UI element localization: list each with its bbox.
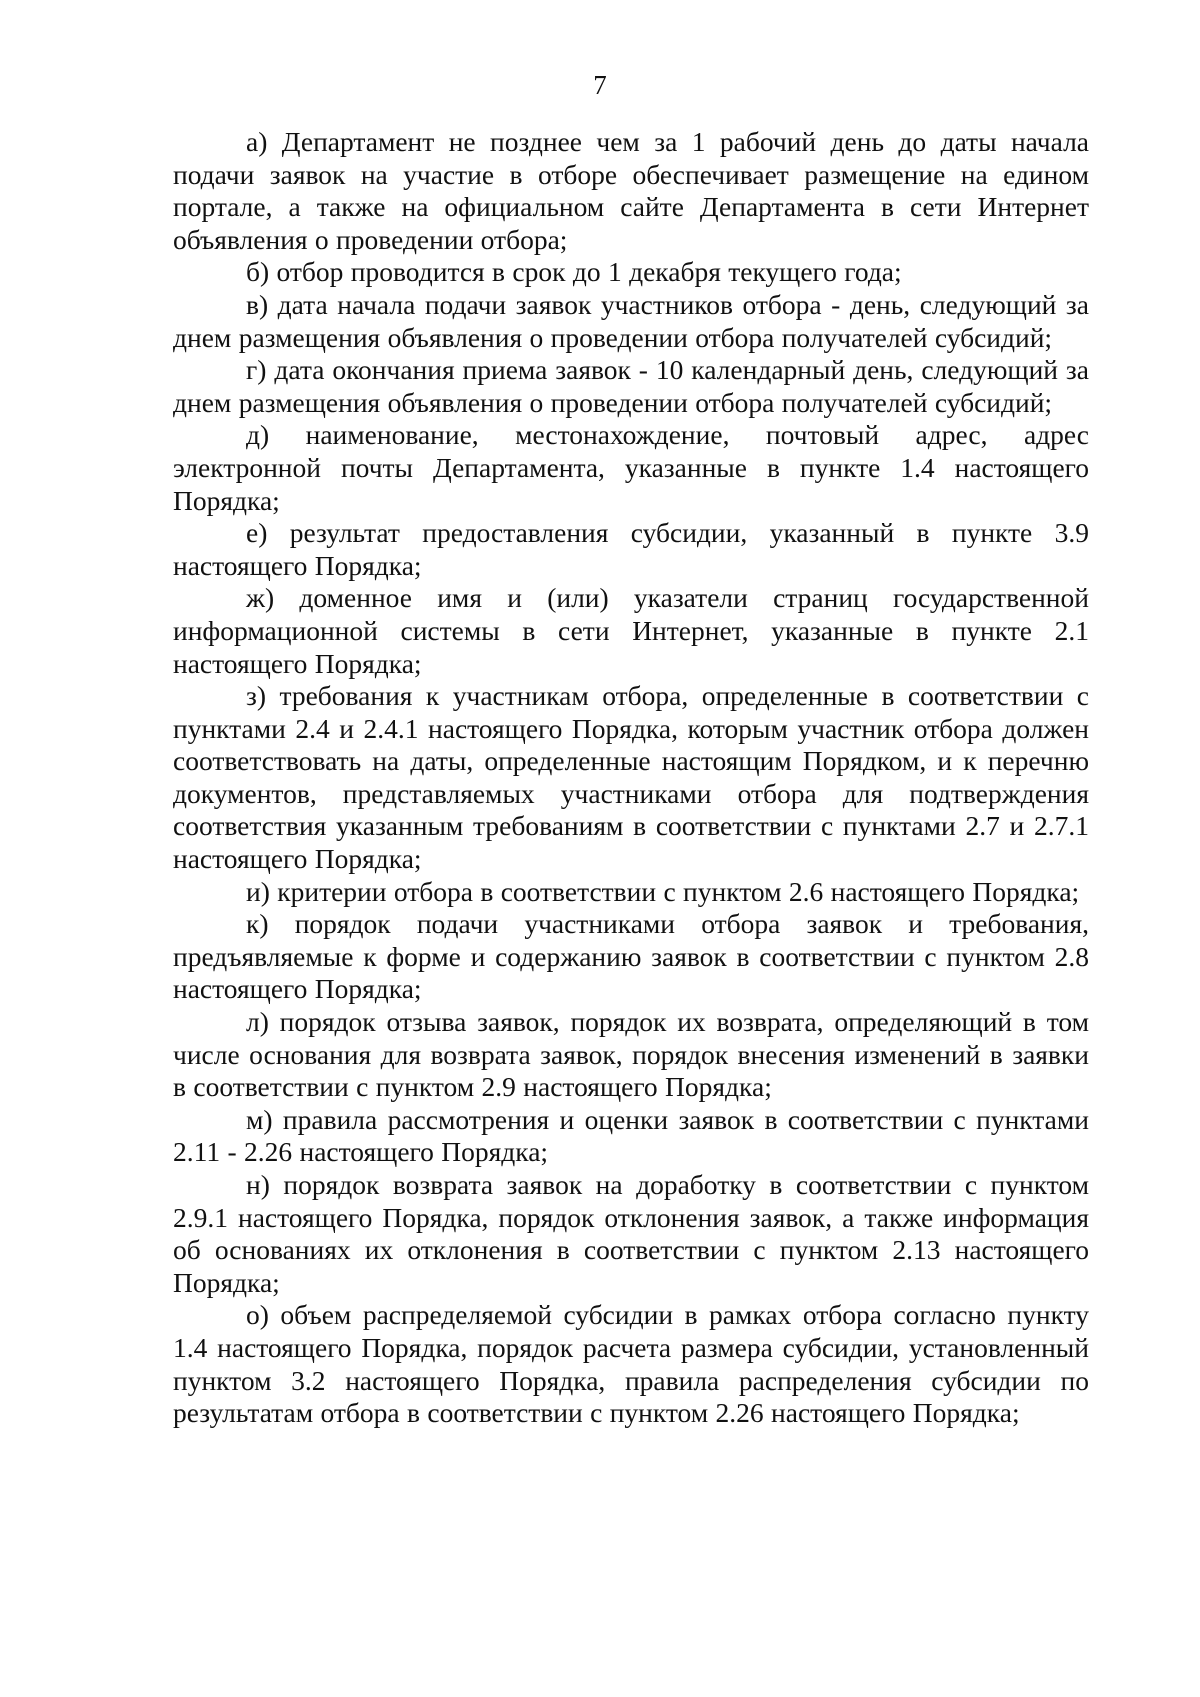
paragraph-v: в) дата начала подачи заявок участников отбора - день, следующий за днем размещения объявления о проведении отбора получателей субсидий; [173,288,1089,353]
paragraph-a: а) Департамент не позднее чем за 1 рабочий день до даты начала подачи заявок на участие в отборе обеспечивает размещение на едином портале, а также на официальном сайте Департамента в сети Интернет объявления о проведении отбора; [173,126,1089,255]
paragraph-z: з) требования к участникам отбора, определенные в соответствии с пунктами 2.4 и 2.4.1 настоящего Порядка, которым участник отбора должен соответствовать на даты, определенные настоящим Порядком, и к перечню документов, представляемых участниками отбора для подтверждения соответствия указанным требованиям в соответствии с пунктами 2.7 и 2.7.1 настоящего Порядка; [173,680,1089,875]
paragraph-b: б) отбор проводится в срок до 1 декабря текущего года; [246,256,902,288]
paragraph-g: г) дата окончания приема заявок - 10 календарный день, следующий за днем размещения объявления о проведении отбора получателей субсидий; [173,354,1089,418]
paragraph-m: м) правила рассмотрения и оценки заявок в соответствии с пунктами 2.11 - 2.26 настоящего Порядка; [173,1103,1089,1168]
paragraph-l: л) порядок отзыва заявок, порядок их возврата, определяющий в том числе основания для возврата заявок, порядок внесения изменений в заявки в соответствии с пунктом 2.9 настоящего Порядка; [173,1006,1089,1103]
paragraph-zh: ж) доменное имя и (или) указатели страниц государственной информационной системы в сети Интернет, указанные в пункте 2.1 настоящего Порядка; [173,582,1089,679]
paragraph-o: о) объем распределяемой субсидии в рамках отбора согласно пункту 1.4 настоящего Порядка, порядок расчета размера субсидии, установленный пунктом 3.2 настоящего Порядка, правила распределения субсидии по результатам отбора в соответствии с пунктом 2.26 настоящего Порядка; [173,1299,1089,1429]
page-number: 7 [593,70,607,100]
paragraph-k: к) порядок подачи участниками отбора заявок и требования, предъявляемые к форме и содержанию заявок в соответствии с пунктом 2.8 настоящего Порядка; [173,908,1089,1005]
paragraph-e: е) результат предоставления субсидии, указанный в пункте 3.9 настоящего Порядка; [173,517,1089,581]
paragraph-i: и) критерии отбора в соответствии с пунктом 2.6 настоящего Порядка; [246,875,1080,907]
document-body [173,126,1089,1430]
paragraph-d: д) наименование, местонахождение, почтовый адрес, адрес электронной почты Департамента, указанные в пункте 1.4 настоящего Порядка; [173,419,1089,516]
paragraph-n: н) порядок возврата заявок на доработку в соответствии с пунктом 2.9.1 настоящего Порядка, порядок отклонения заявок, а также информация об основаниях их отклонения в соответствии с пунктом 2.13 настоящего Порядка; [173,1169,1089,1298]
